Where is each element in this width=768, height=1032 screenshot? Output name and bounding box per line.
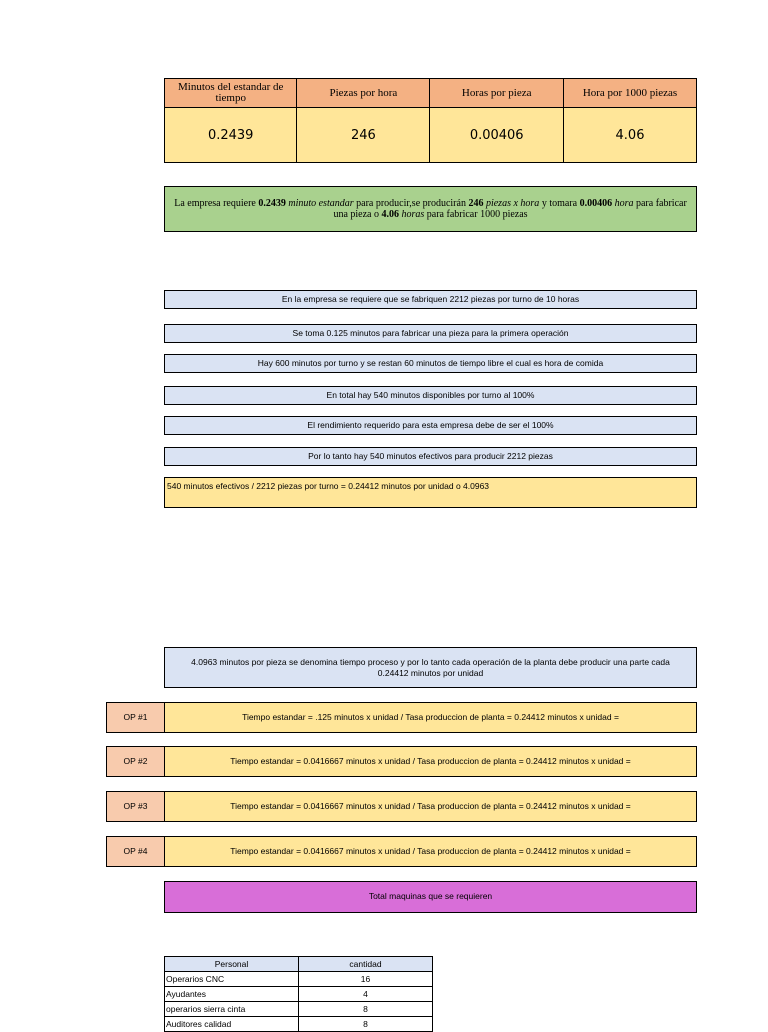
- summary-text: [171, 198, 690, 220]
- summary-italic-unit: hora: [612, 198, 634, 209]
- standard-time-header-row: [165, 79, 697, 108]
- info-line: Se toma 0.125 minutos para fabricar una pieza para la primera operación: [164, 324, 697, 343]
- info-line: En la empresa se requiere que se fabriquen 2212 piezas por turno de 10 horas: [164, 290, 697, 309]
- table-row: [165, 972, 433, 987]
- table-row: [165, 1017, 433, 1032]
- personnel-quantity: 8: [299, 1002, 433, 1017]
- op-label: OP #3: [106, 791, 165, 822]
- calculation-line: 540 minutos efectivos / 2212 piezas por turno = 0.24412 minutos por unidad o 4.0963: [164, 477, 697, 508]
- info-line: Hay 600 minutos por turno y se restan 60 minutos de tiempo libre el cual es hora de comida: [164, 354, 697, 373]
- summary-text-part: para producir,se producirán: [353, 198, 469, 209]
- info-line: En total hay 540 minutos disponibles por turno al 100%: [164, 386, 697, 405]
- value-cell: 0.00406: [430, 108, 564, 163]
- table-row: [165, 987, 433, 1002]
- table-row: [165, 1002, 433, 1017]
- summary-text-part: para fabricar 1000 piezas: [424, 209, 528, 220]
- op-label: OP #4: [106, 836, 165, 867]
- summary-italic-unit: horas: [398, 209, 425, 220]
- summary-text-part: La empresa requiere: [174, 198, 259, 209]
- personnel-table: [164, 956, 433, 1032]
- standard-time-table: [164, 78, 697, 163]
- total-machines-label: Total maquinas que se requieren: [164, 881, 697, 913]
- op-label: OP #2: [106, 746, 165, 777]
- personnel-header-row: [165, 957, 433, 972]
- summary-italic-unit: minuto estandar: [285, 198, 354, 209]
- op-formula: Tiempo estandar = 0.0416667 minutos x unidad / Tasa produccion de planta = 0.24412 minutos x unidad =: [164, 836, 697, 867]
- summary-text-part: para fabricar una pieza o: [333, 198, 687, 220]
- personnel-name: Ayudantes: [165, 987, 299, 1002]
- summary-text-part: y tomara: [539, 198, 580, 209]
- standard-time-value-row: [165, 108, 697, 163]
- summary-box: [164, 186, 697, 232]
- summary-bold-value: 0.00406: [579, 198, 613, 209]
- header-cell: Piezas por hora: [297, 79, 430, 108]
- process-note-text: 4.0963 minutos por pieza se denomina tiempo proceso y por lo tanto cada operación de la planta debe producir una parte cada 0.24412 minutos por unidad: [191, 656, 670, 678]
- value-cell: 4.06: [564, 108, 697, 163]
- personnel-header: Personal: [165, 957, 299, 972]
- info-line: Por lo tanto hay 540 minutos efectivos para producir 2212 piezas: [164, 447, 697, 466]
- header-cell: Hora por 1000 piezas: [564, 79, 697, 108]
- op-formula: Tiempo estandar = 0.0416667 minutos x unidad / Tasa produccion de planta = 0.24412 minutos x unidad =: [164, 746, 697, 777]
- personnel-name: Auditores calidad: [165, 1017, 299, 1032]
- process-note: [164, 647, 697, 688]
- personnel-quantity: 8: [299, 1017, 433, 1032]
- summary-bold-value: 246: [468, 198, 484, 209]
- op-label: OP #1: [106, 702, 165, 733]
- personnel-quantity: 4: [299, 987, 433, 1002]
- summary-bold-value: 0.2439: [258, 198, 286, 209]
- summary-italic-unit: piezas x hora: [483, 198, 540, 209]
- personnel-name: Operarios CNC: [165, 972, 299, 987]
- quantity-header: cantidad: [299, 957, 433, 972]
- summary-bold-value: 4.06: [381, 209, 399, 220]
- personnel-name: operarios sierra cinta: [165, 1002, 299, 1017]
- op-formula: Tiempo estandar = .125 minutos x unidad / Tasa produccion de planta = 0.24412 minutos x unidad =: [164, 702, 697, 733]
- header-cell: Minutos del estandar de tiempo: [165, 79, 297, 108]
- op-formula: Tiempo estandar = 0.0416667 minutos x unidad / Tasa produccion de planta = 0.24412 minutos x unidad =: [164, 791, 697, 822]
- value-cell: 0.2439: [165, 108, 297, 163]
- header-cell: Horas por pieza: [430, 79, 564, 108]
- info-line: El rendimiento requerido para esta empresa debe de ser el 100%: [164, 416, 697, 435]
- value-cell: 246: [297, 108, 430, 163]
- personnel-quantity: 16: [299, 972, 433, 987]
